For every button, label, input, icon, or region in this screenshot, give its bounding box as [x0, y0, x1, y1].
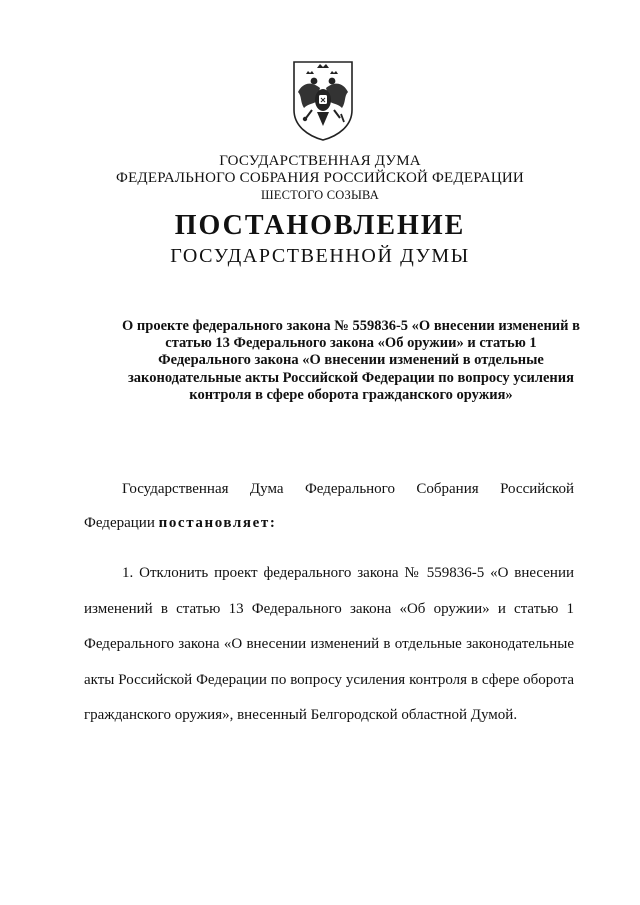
issuer-header: [0, 153, 640, 204]
intro-text: Государственная Дума Федерального Собрания Российской Федерации: [84, 481, 574, 531]
header-line-1: ГОСУДАРСТВЕННАЯ ДУМА: [219, 153, 421, 169]
russian-coat-of-arms-icon: [290, 58, 356, 142]
header-line-3: ШЕСТОГО СОЗЫВА: [260, 188, 380, 202]
intro-paragraph: [84, 472, 574, 540]
header-line-2: ФЕДЕРАЛЬНОГО СОБРАНИЯ РОССИЙСКОЙ ФЕДЕРАЦИИ: [116, 170, 524, 186]
intro-verb: постановляет:: [158, 515, 277, 531]
document-subject: О проекте федерального закона № 559836-5 «О внесении изменений в статью 13 Федерального закона «Об оружии» и статью 1 Федерального закона «О внесении изменений в отдельные законодательные акты Российской Федерации по вопросу усиления контроля в сфере оборота гражданского оружия»: [122, 318, 580, 403]
document-issuer-title: ГОСУДАРСТВЕННОЙ ДУМЫ: [170, 245, 470, 267]
resolution-item-1: 1. Отклонить проект федерального закона № 559836-5 «О внесении изменений в статью 13 Федерального закона «Об оружии» и статью 1 Федерального закона «О внесении изменений в отдельные законодательные акты Российской Федерации по вопросу усиления контроля в сфере оборота гражданского оружия», внесенный Белгородской областной Думой.: [84, 565, 574, 724]
document-type-title: ПОСТАНОВЛЕНИЕ: [174, 210, 466, 241]
